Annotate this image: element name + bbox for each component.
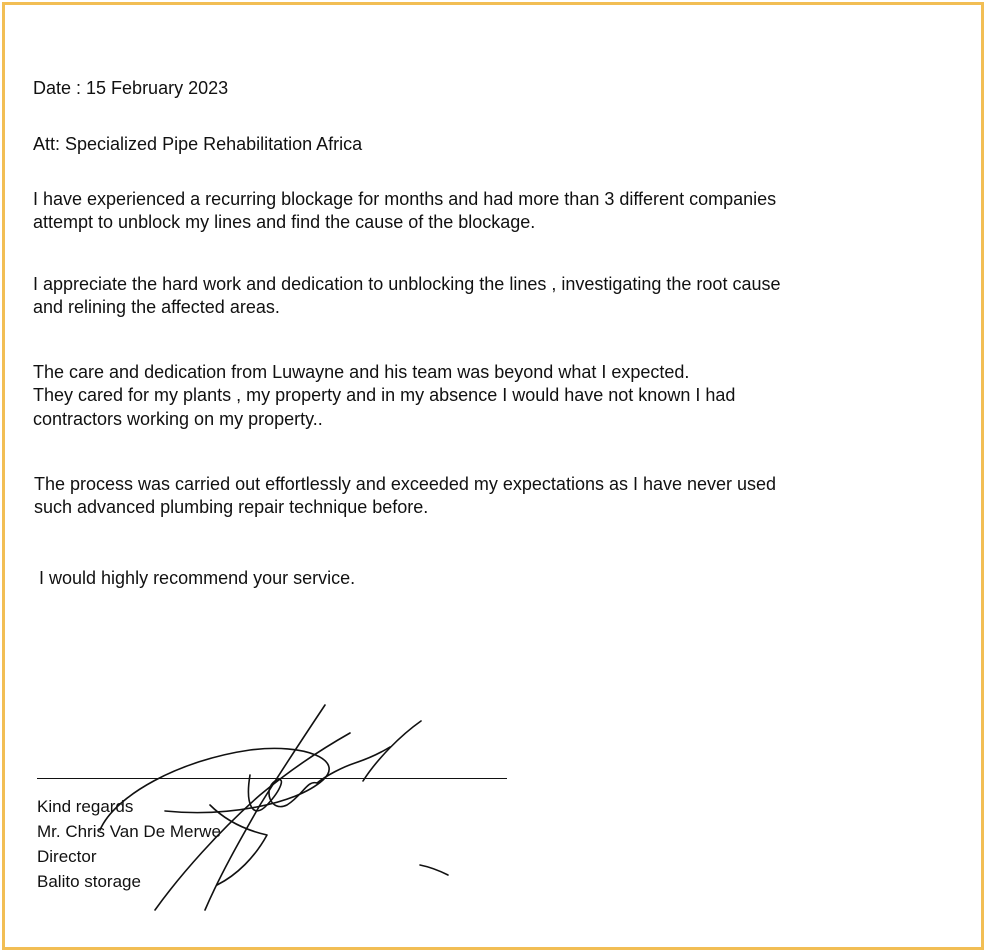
letter-body	[5, 5, 981, 947]
attention-line: Att: Specialized Pipe Rehabilitation Africa	[33, 134, 363, 154]
paragraph-line: The process was carried out effortlessly and exceeded my expectations as I have never used	[34, 474, 777, 494]
paragraph-line: I would highly recommend your service.	[39, 568, 356, 588]
paragraph-line: attempt to unblock my lines and find the cause of the blockage.	[33, 212, 536, 233]
signatory-company: Balito storage	[37, 872, 141, 891]
sign-off: Kind regards	[37, 797, 134, 816]
paragraph-line: such advanced plumbing repair technique before.	[34, 497, 429, 518]
signatory-title: Director	[37, 847, 97, 866]
paragraph-process	[34, 473, 776, 520]
paragraph-line: contractors working on my property..	[33, 408, 323, 429]
signatory-name: Mr. Chris Van De Merwe	[37, 822, 221, 841]
paragraph-line: and relining the affected areas.	[33, 297, 280, 318]
paragraph-care	[33, 361, 735, 431]
letter-frame	[2, 2, 984, 950]
date-line: Date : 15 February 2023	[33, 78, 229, 98]
paragraph-line: I appreciate the hard work and dedication to unblocking the lines , investigating the root cause	[33, 274, 781, 294]
paragraph-line: The care and dedication from Luwayne and his team was beyond what I expected.	[33, 362, 690, 382]
paragraph-line: They cared for my plants , my property and in my absence I would have not known I had	[33, 385, 736, 406]
paragraph-line: I have experienced a recurring blockage for months and had more than 3 different companies	[33, 189, 777, 209]
paragraph-appreciation	[33, 273, 780, 320]
paragraph-recommend	[39, 567, 355, 590]
paragraph-blockage	[33, 188, 776, 235]
signature-rule	[37, 778, 507, 779]
closing-block	[37, 794, 221, 894]
